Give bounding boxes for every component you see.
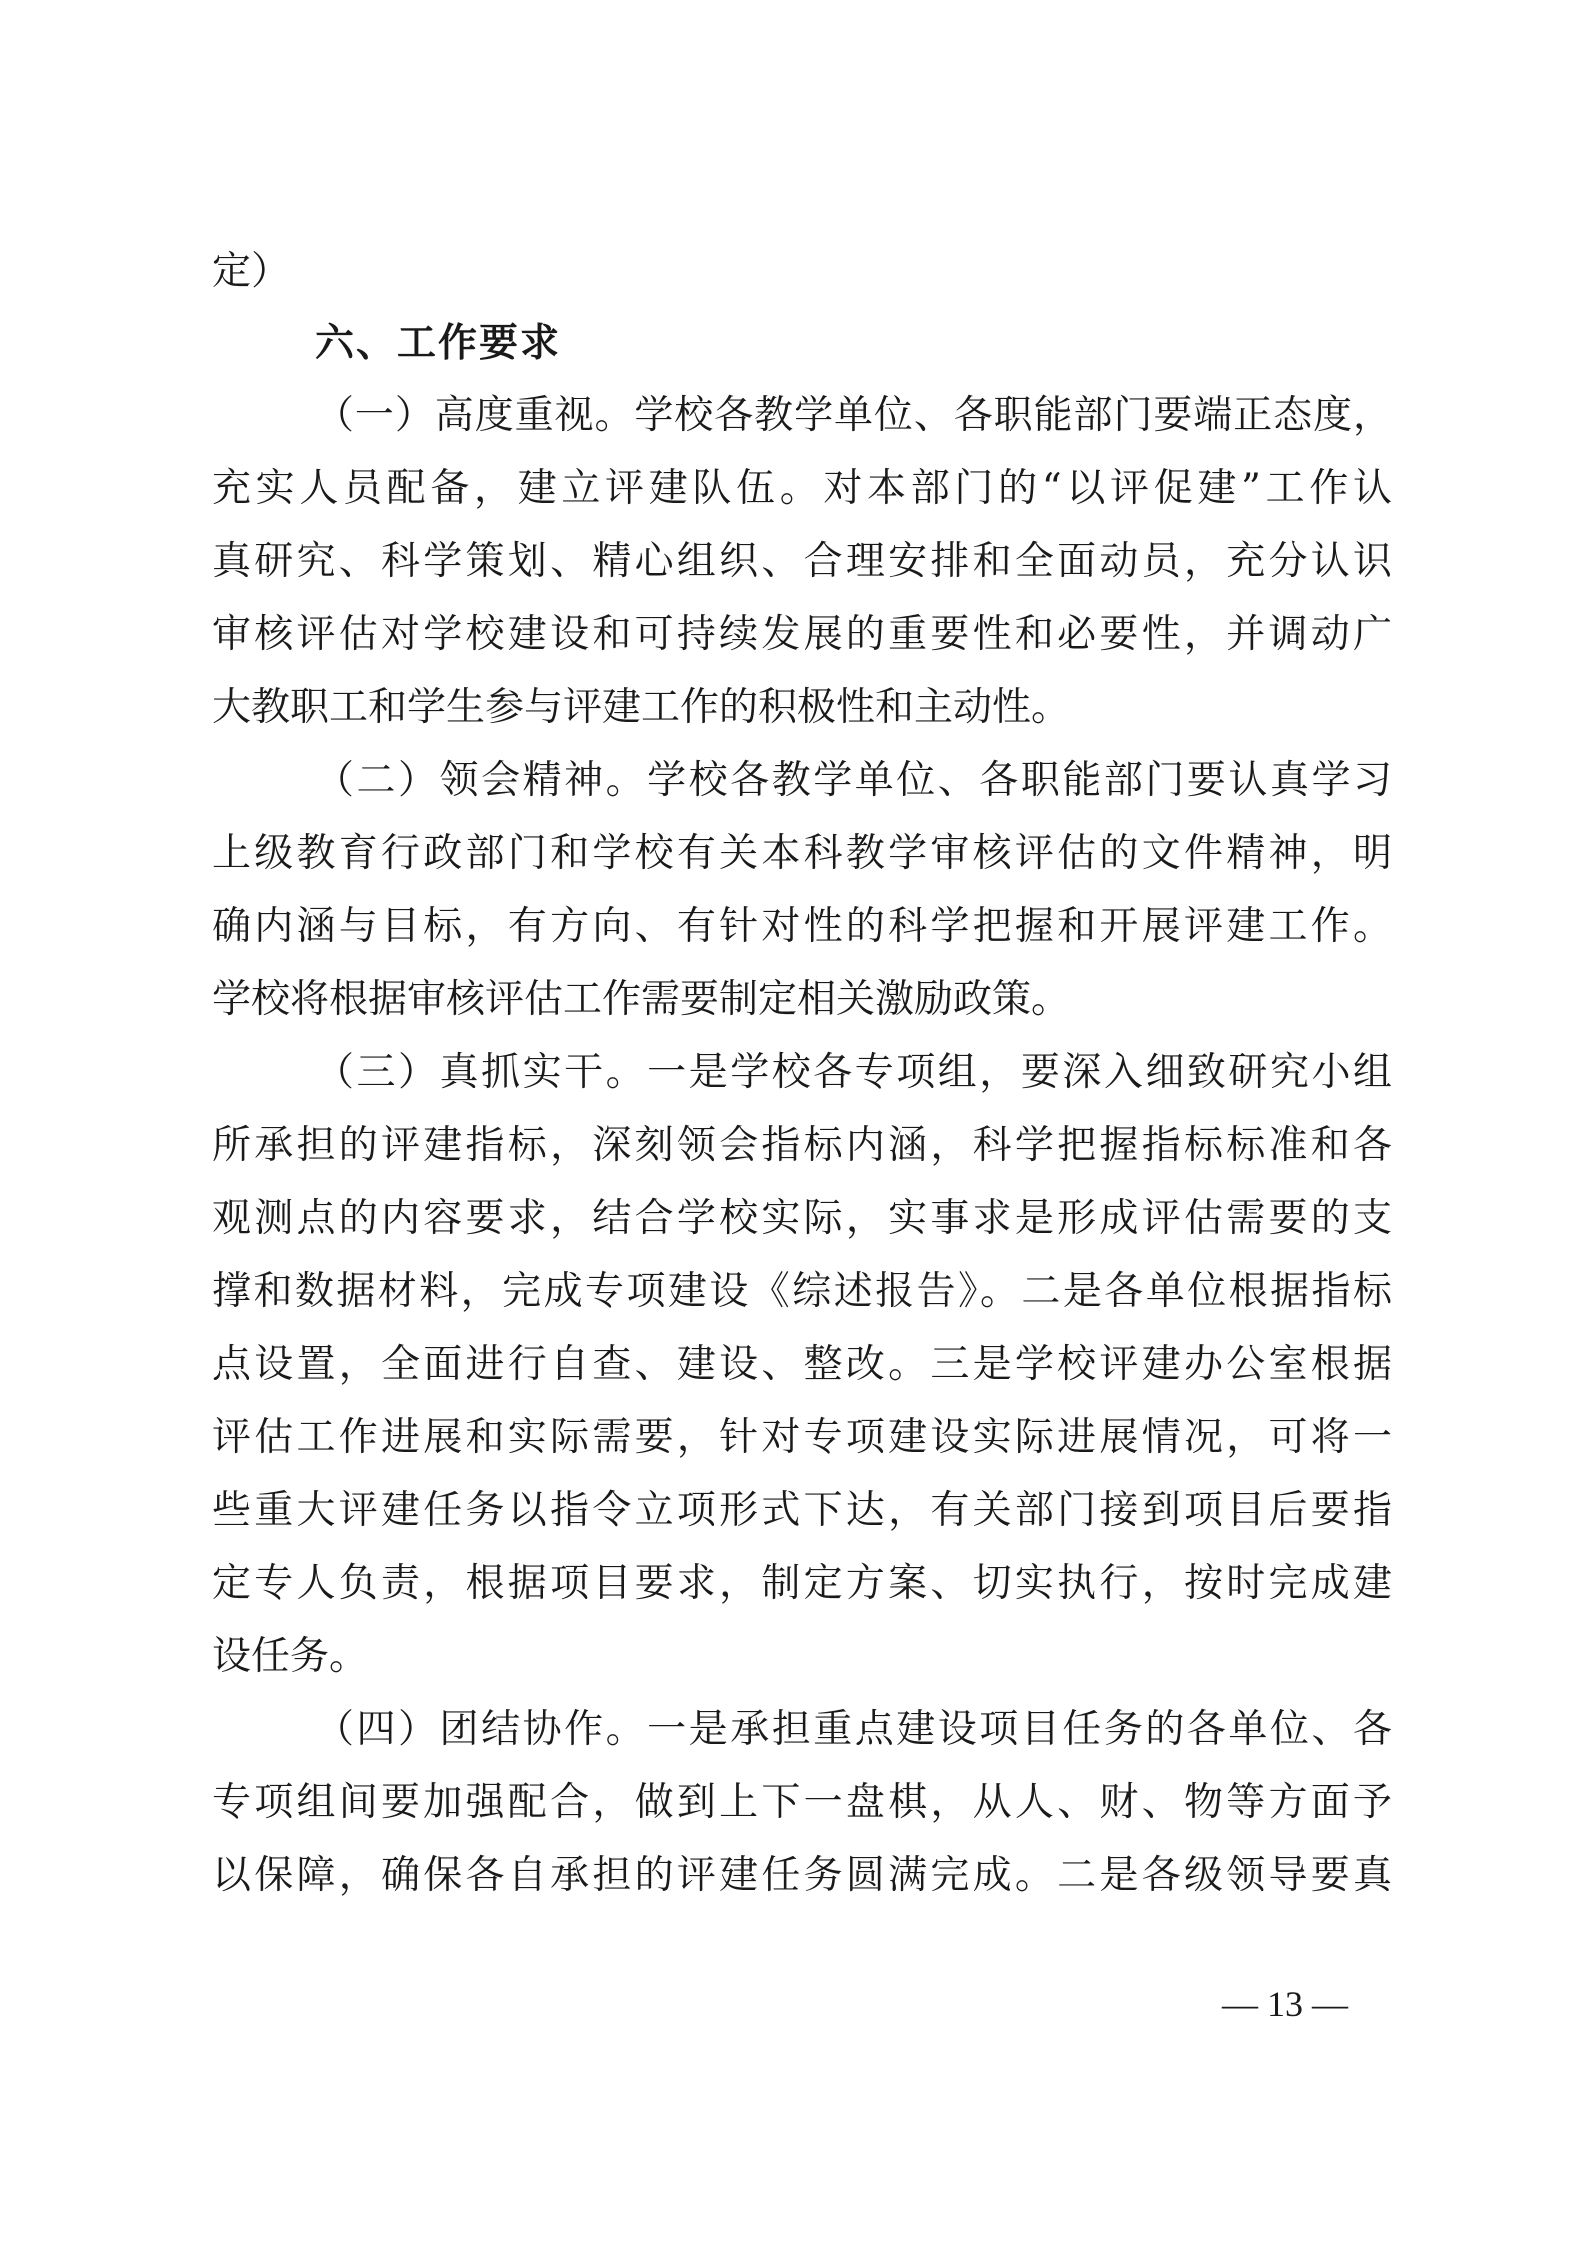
- paragraph-4-line-1: （四）团结协作。一是承担重点建设项目任务的各单位、各: [315, 1707, 1392, 1752]
- paragraph-3-line-9: 设任务。: [212, 1634, 369, 1679]
- paragraph-2-line-1: （二）领会精神。学校各教学单位、各职能部门要认真学习: [315, 758, 1392, 803]
- section-heading: 六、工作要求: [315, 321, 562, 366]
- paragraph-4-line-3: 以保障，确保各自承担的评建任务圆满完成。二是各级领导要真: [212, 1853, 1392, 1898]
- paragraph-4-line-2: 专项组间要加强配合，做到上下一盘棋，从人、财、物等方面予: [212, 1780, 1392, 1825]
- paragraph-1-line-2: 充实人员配备，建立评建队伍。对本部门的“以评促建”工作认: [212, 466, 1392, 511]
- page-number: — 13 —: [1222, 1984, 1348, 2024]
- paragraph-1-line-5: 大教职工和学生参与评建工作的积极性和主动性。: [212, 685, 1071, 730]
- paragraph-3-line-4: 撑和数据材料，完成专项建设《综述报告》。二是各单位根据指标: [212, 1269, 1392, 1314]
- paragraph-2-line-4: 学校将根据审核评估工作需要制定相关激励政策。: [212, 977, 1071, 1022]
- paragraph-3-line-2: 所承担的评建指标，深刻领会指标内涵，科学把握指标标准和各: [212, 1123, 1392, 1168]
- paragraph-1-line-1: （一）高度重视。学校各教学单位、各职能部门要端正态度，: [315, 393, 1392, 438]
- paragraph-3-line-7: 些重大评建任务以指令立项形式下达，有关部门接到项目后要指: [212, 1488, 1392, 1533]
- paragraph-3-line-5: 点设置，全面进行自查、建设、整改。三是学校评建办公室根据: [212, 1342, 1392, 1387]
- paragraph-3-line-8: 定专人负责，根据项目要求，制定方案、切实执行，按时完成建: [212, 1561, 1392, 1606]
- paragraph-2-line-2: 上级教育行政部门和学校有关本科教学审核评估的文件精神，明: [212, 831, 1392, 876]
- paragraph-1-line-3: 真研究、科学策划、精心组织、合理安排和全面动员，充分认识: [212, 539, 1392, 584]
- paragraph-3-line-1: （三）真抓实干。一是学校各专项组，要深入细致研究小组: [315, 1050, 1392, 1095]
- paragraph-3-line-6: 评估工作进展和实际需要，针对专项建设实际进展情况，可将一: [212, 1415, 1392, 1460]
- text-line-continuation: 定）: [212, 249, 291, 294]
- paragraph-3-line-3: 观测点的内容要求，结合学校实际，实事求是形成评估需要的支: [212, 1196, 1392, 1241]
- paragraph-1-line-4: 审核评估对学校建设和可持续发展的重要性和必要性，并调动广: [212, 612, 1392, 657]
- paragraph-2-line-3: 确内涵与目标，有方向、有针对性的科学把握和开展评建工作。: [212, 904, 1392, 949]
